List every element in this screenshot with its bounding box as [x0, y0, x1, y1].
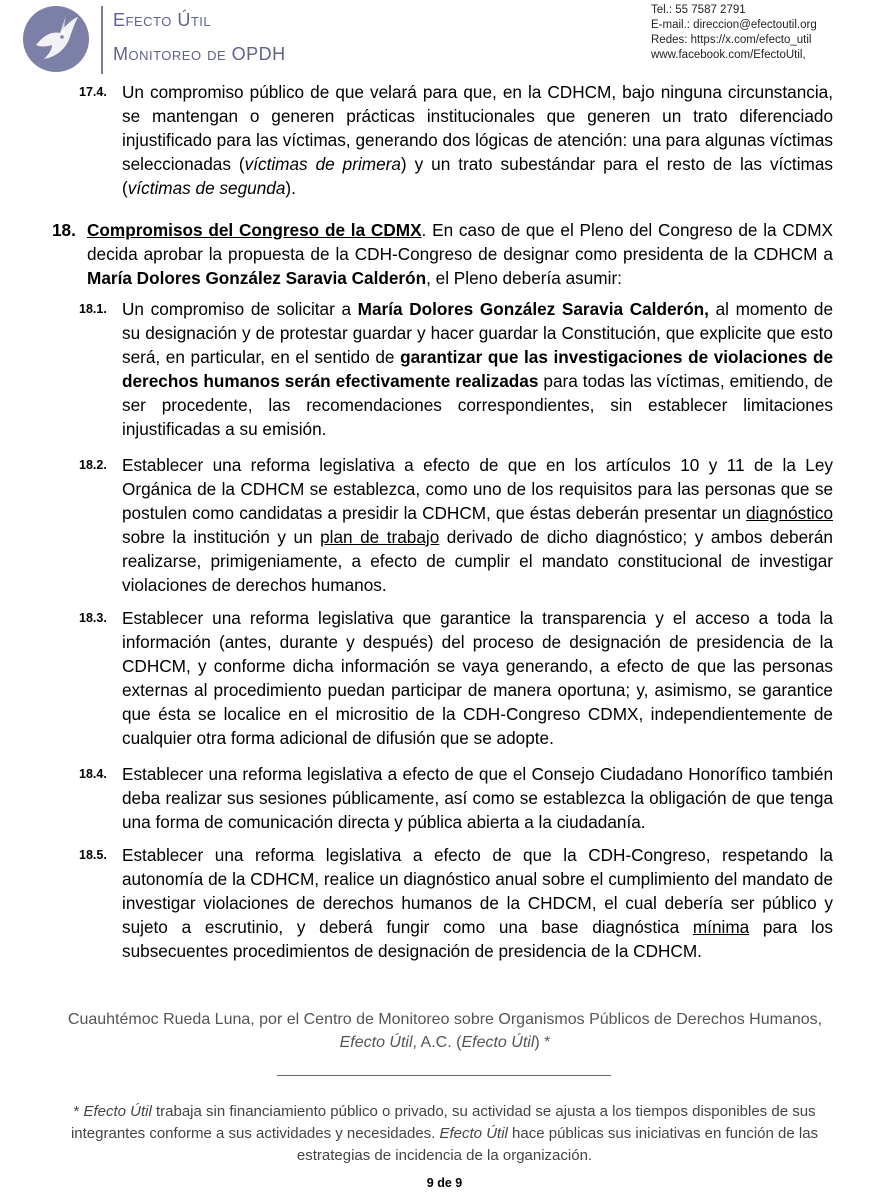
footnote	[50, 1101, 839, 1167]
text-run: María Dolores González Saravia Calderón	[87, 268, 427, 288]
text-run: Efecto Útil	[439, 1125, 508, 1142]
paragraph-18-4: Establecer una reforma legislativa a efecto de que el Consejo Ciudadano Honorífico también deba realizar sus sesiones públicamente, así como se establezca la obligación de que tenga una forma de comunicación directa y pública abierta a la ciudadanía.	[122, 764, 833, 832]
text-run: Un compromiso público de que velará para que, en la CDHCM, bajo ninguna circunstancia, se mantengan o generen prácticas institucionales que generen un trato diferenciado injustificado para las víctimas, generando dos lógicas de atención: una para algunas víctimas seleccionadas (	[122, 82, 833, 174]
text-run: . En caso de que el Pleno del Congreso de la CDMX decida aprobar la propuesta de la CDH-Congreso de designar como presidenta de la CDHCM a	[87, 220, 833, 264]
item-number-18-3: 18.3.	[79, 611, 107, 625]
paragraph-18-3: Establecer una reforma legislativa que garantice la transparencia y el acceso a toda la información (antes, durante y después) del proceso de designación de presidencia de la CDHCM, y conforme dicha información se vaya generando, a efecto de que las personas externas al procedimiento puedan participar de manera oportuna; y, asimismo, se garantice que ésta se localice en el micrositio de la CDH-Congreso CDMX, independientemente de cualquier otra forma adicional de difusión que se adopte.	[122, 608, 833, 748]
contact-info	[651, 3, 817, 63]
text-run: hace públicas sus iniciativas en función de las estrategias de incidencia de la organización.	[296, 1125, 819, 1164]
text-run: para los subsecuentes procedimientos de designación de presidencia de la CDHCM.	[122, 917, 834, 961]
org-name-block	[113, 6, 286, 68]
text-run: ).	[285, 178, 296, 198]
text-run: mínima	[692, 917, 750, 937]
contact-phone: Tel.: 55 7587 2791	[651, 4, 746, 16]
text-run: ) *	[534, 1034, 551, 1051]
text-run: garantizar que las investigaciones de violaciones de derechos humanos serán efectivamente realizadas	[122, 347, 834, 391]
text-run: sobre la institución y un	[122, 527, 321, 547]
text-run: para todas las víctimas, emitiendo, de ser procedente, las recomendaciones correspondientes, sin establecer limitaciones injustificadas a su emisión.	[122, 371, 834, 439]
text-run: al momento de su designación y de protestar guardar y hacer guardar la Constitución, que explicite que esto será, en particular, en el sentido de	[122, 299, 834, 367]
contact-facebook: www.facebook.com/EfectoUtil,	[651, 49, 806, 61]
text-run: trabaja sin financiamiento público o privado, su actividad se ajusta a los tiempos disponibles de sus integrantes conforme a sus actividades y necesidades.	[70, 1103, 816, 1142]
text-run: Efecto Útil	[339, 1034, 413, 1051]
text-run: Establecer una reforma legislativa a efecto de que en los artículos 10 y 11 de la Ley Orgánica de la CDHCM se establezca, como uno de los requisitos para las personas que se postulen como candidatas a presidir la CDHCM, que éstas deberán presentar un	[122, 455, 833, 523]
item-number-18-4: 18.4.	[79, 767, 107, 781]
text-run: derivado de dicho diagnóstico; y ambos deberán realizarse, primigeniamente, a efecto de cumplir el mandato constitucional de investigar violaciones de derechos humanos.	[122, 527, 833, 595]
text-run: víctimas de segunda	[127, 178, 286, 198]
text-run: Efecto Útil	[461, 1034, 535, 1051]
page-header	[0, 0, 889, 80]
item-number-17-4: 17.4.	[79, 85, 107, 99]
header-divider	[101, 6, 103, 74]
item-number-18-5: 18.5.	[79, 848, 107, 862]
paragraph-17-4	[122, 80, 833, 200]
item-number-18-2: 18.2.	[79, 458, 107, 472]
paragraph-18-5	[122, 843, 833, 963]
text-run: *	[73, 1103, 84, 1120]
footnote-divider	[277, 1075, 611, 1076]
text-run: diagnóstico	[746, 503, 833, 523]
text-run: Efecto Útil	[83, 1103, 152, 1120]
page-number: 9 de 9	[426, 1176, 463, 1190]
signature	[60, 1008, 830, 1054]
text-run: Un compromiso de solicitar a	[122, 299, 358, 319]
paragraph-18-1	[122, 297, 833, 441]
text-run: ) y un trato subestándar para el resto de las víctimas (	[122, 154, 833, 198]
text-run: , el Pleno debería asumir:	[426, 268, 622, 288]
org-subtitle: Monitoreo de OPDH	[113, 44, 286, 64]
item-number-18-1: 18.1.	[79, 302, 107, 316]
text-run: , A.C. (	[412, 1034, 462, 1051]
text-run: Cuauhtémoc Rueda Luna, por el Centro de Monitoreo sobre Organismos Públicos de Derechos Humanos,	[67, 1011, 823, 1028]
paragraph-18-2	[122, 453, 833, 597]
item-number-18: 18.	[52, 220, 76, 240]
paragraph-18	[87, 218, 833, 290]
text-run: plan de trabajo	[320, 527, 440, 547]
text-run: María Dolores González Saravia Calderón,	[357, 299, 709, 319]
text-run: víctimas de primera	[244, 154, 401, 174]
contact-email: E-mail.: direccion@efectoutil.org	[651, 19, 817, 31]
contact-social: Redes: https://x.com/efecto_util	[651, 34, 812, 46]
org-name: Efecto Útil	[113, 10, 212, 30]
text-run: Establecer una reforma legislativa a efecto de que la CDH-Congreso, respetando la autonomía de la CDHCM, realice un diagnóstico anual sobre el cumplimiento del mandato de investigar violaciones de derechos humanos de la CHDCM, el cual debería ser público y sujeto a escrutinio, y deberá fungir como una base diagnóstica	[122, 845, 833, 937]
dove-logo-icon	[22, 5, 90, 73]
section-heading: Compromisos del Congreso de la CDMX	[87, 220, 422, 240]
